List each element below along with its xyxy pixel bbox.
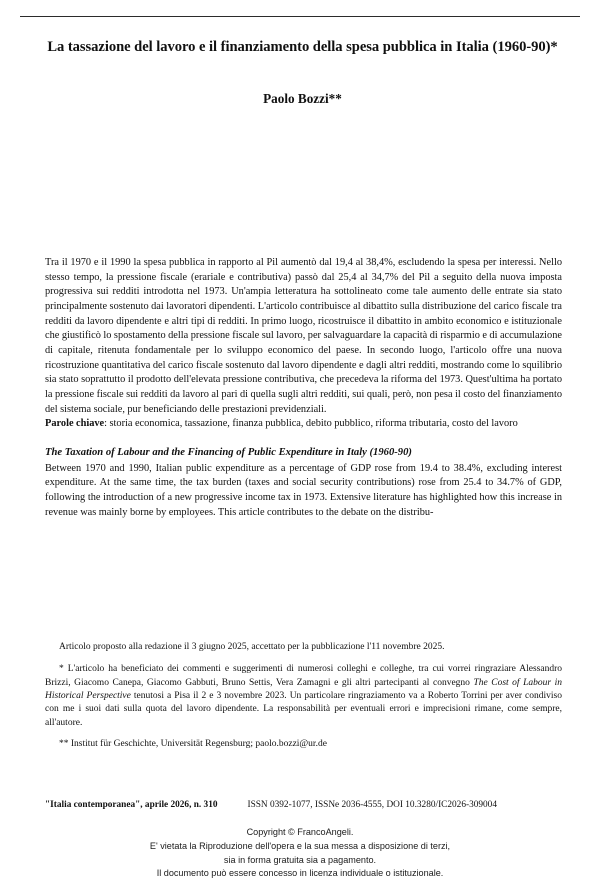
footnote-acknowledgement bbox=[45, 654, 562, 730]
italian-abstract bbox=[45, 256, 562, 417]
journal-identifiers: ISSN 0392-1077, ISSNe 2036-4555, DOI 10.3280/IC2026-309004 bbox=[247, 800, 497, 810]
header-divider-rule bbox=[20, 16, 580, 17]
footnote-submission: Articolo proposto alla redazione il 3 giugno 2025, accettato per la pubblicazione l'11 novembre 2025. bbox=[59, 642, 445, 652]
author-name: Paolo Bozzi** bbox=[263, 91, 342, 107]
english-abstract-title: The Taxation of Labour and the Financing of Public Expenditure in Italy (1960-90) bbox=[45, 446, 412, 458]
footnote-affiliation bbox=[45, 730, 562, 751]
title-block bbox=[45, 38, 560, 108]
title-line-2: (1960-90)* bbox=[492, 39, 558, 55]
copyright-line-3: sia in forma gratuita sia a pagamento. bbox=[223, 854, 377, 865]
abstract-area bbox=[45, 256, 562, 520]
copyright-notice bbox=[0, 826, 600, 881]
keywords-line bbox=[45, 417, 562, 432]
footnote-acknowledgement-part1: L'articolo ha beneficiato dei commenti e suggerimenti di numerosi colleghi e colleghe, tra cui vorrei ringraziare Alessandro Brizzi, Giacomo Canepa, Giacomo Gabbuti, Bruno Settis, Vera Zamagni e gli altri partecipanti al convegno bbox=[45, 664, 562, 688]
title-line-1: La tassazione del lavoro e il finanziamento della spesa pubblica in Italia bbox=[47, 39, 489, 55]
keywords-list: storia economica, tassazione, finanza pubblica, debito pubblico, riforma tributaria, costo del lavoro bbox=[109, 418, 518, 430]
english-abstract: Between 1970 and 1990, Italian public expenditure as a percentage of GDP rose from 19.4 to 38.4%, excluding interest expenditure. At the same time, the tax burden (taxes and social security contributions) rose from 25.4 to 34.7% of GDP, following the introduction of a new progressive income tax in 1973. Extensive literature has highlighted how this increase in revenue was mainly borne by employees. This article contributes to the debate on the distribu- bbox=[45, 462, 562, 518]
italian-abstract-text: Tra il 1970 e il 1990 la spesa pubblica in rapporto al Pil aumentò dal 19,4 al 38,4%, escludendo la spesa per interessi. Nello stesso tempo, la pressione fiscale (erariale e contributiva) passò dal 25,4 al 34,7% del Pil a seguito della nuova imposta progressiva sui redditi introdotta nel 1973. Un'ampia letteratura ha sottolineato come tale aumento delle entrate sia stato principalmente sostenuto dai lavoratori dipendenti. L'articolo contribuisce al dibattito sulla distribuzione del carico fiscale tra redditi da lavoro dipendente e altri tipi di redditi. In primo luogo, ricostruisce il dibattito in ambito economico e istituzionale che giustificò lo spostamento della pressione fiscale sul lavoro, per salvaguardare la capacità di risparmio e di accumulazione di capitale, ritenuta fondamentale per lo sviluppo economico del paese. In secondo luogo, l'articolo offre una nuova ricostruzione quantitativa del carico fiscale sostenuto dal lavoro dipendente e dagli altri redditi, mostrando come lo squilibrio sia stato soprattutto il prodotto dell'elevata pressione contributiva, che precedeva la riforma del 1973. Quest'ultima ha portato la pressione fiscale sui redditi da lavoro al pari di quella sugli altri redditi, sui quali, però, non pesa il costo del finanziamento del sistema sociale, pur beneficiando delle prestazioni previdenziali. bbox=[45, 257, 562, 415]
conference-title: The Cost of Labour in Historical Perspective bbox=[45, 677, 563, 702]
copyright-line-2: E' vietata la Riproduzione dell'opera e la sua messa a disposizione di terzi, bbox=[149, 840, 451, 851]
keywords-separator: : bbox=[104, 418, 110, 430]
footnote-affiliation-text: Institut für Geschichte, Universität Regensburg; paolo.bozzi@ur.de bbox=[68, 739, 327, 750]
copyright-line-4: Il documento può essere concesso in licenza individuale o istituzionale. bbox=[156, 868, 444, 879]
footnote-marker-asterisk: * bbox=[59, 664, 64, 675]
page-title bbox=[45, 38, 560, 57]
copyright-line-1: Copyright © FrancoAngeli. bbox=[246, 827, 354, 837]
journal-footer bbox=[45, 799, 562, 812]
journal-issue-info: "Italia contemporanea", aprile 2026, n. 310 bbox=[45, 800, 218, 810]
keywords-label: Parole chiave bbox=[45, 418, 105, 430]
footnote-acknowledgement-part2: tenutosi a Pisa il 2 e 3 novembre 2023. Un particolare ringraziamento va a Roberto Torrini per aver condiviso con me i suoi dati sulla quota del lavoro dipendente. La responsabilità per eventuali errori e imprecisioni rimane, come sempre, all'autore. bbox=[45, 691, 562, 728]
footnote-block bbox=[45, 641, 562, 751]
footnote-marker-double-asterisk: ** bbox=[59, 739, 69, 750]
